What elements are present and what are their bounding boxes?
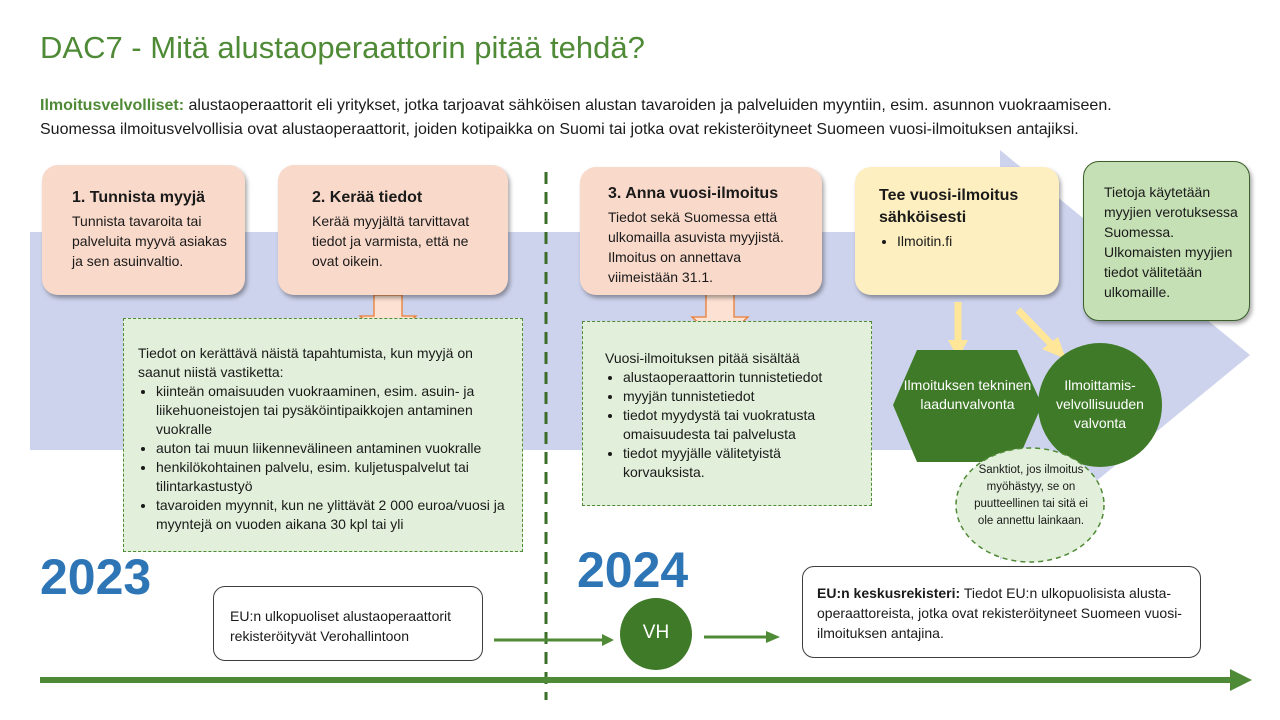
collect-item-4: • tavaroiden myynnit, kun ne ylittävät 2 000 euroa/vuosi ja myyntejä on vuoden aikana 30 kpl tai yli	[156, 496, 510, 534]
step-2-text: Kerää myyjältä tarvittavat tiedot ja varmista, että ne ovat oikein.	[312, 213, 470, 269]
obligation-control-label: Ilmoittamis-velvollisuuden valvonta	[1056, 377, 1144, 431]
report-intro: Vuosi-ilmoituksen pitää sisältää	[605, 350, 800, 366]
year-2024: 2024	[577, 542, 689, 598]
step-1-title: 1. Tunnista myyjä	[72, 189, 206, 206]
arrow-to-vh-head	[602, 634, 614, 646]
intro-text	[40, 94, 1250, 142]
electronic-report-box	[855, 167, 1059, 295]
vh-label: VH	[642, 622, 670, 643]
intro-line-1: alustaoperaattorit eli yritykset, jotka tarjoavat sähköisen alustan tavaroiden ja palveluiden myyntiin, esim. asunnon vuokraamiseen.	[184, 97, 1112, 114]
step-3-text: Tiedot sekä Suomessa että ulkomailla asuvista myyjistä. Ilmoitus on annettava viimeistään 31.1.	[608, 209, 784, 285]
step-2-title: 2. Kerää tiedot	[312, 189, 423, 206]
collect-intro: Tiedot on kerättävä näistä tapahtumista, kun myyjä on saanut niistä vastiketta:	[138, 345, 473, 380]
collect-item-3: • henkilökohtainen palvelu, esim. kuljetuspalvelut tai tilintarkastustyö	[156, 458, 510, 496]
electronic-report-bullet: • Ilmoitin.fi	[897, 231, 1047, 251]
timeline-arrowhead	[1230, 669, 1252, 691]
collect-info-box	[123, 318, 523, 552]
sanctions-text: Sanktiot, jos ilmoitus myöhästyy, se on puutteellinen tai sitä ei ole annettu lainkaan.	[974, 464, 1088, 527]
step-2-box	[278, 165, 508, 295]
step-1-box	[42, 165, 245, 295]
register-box	[213, 586, 483, 661]
electronic-report-title: Tee vuosi-ilmoitus sähköisesti	[879, 187, 1019, 226]
page-title: DAC7 - Mitä alustaoperaattorin pitää tehdä?	[40, 30, 645, 65]
central-register-box	[802, 566, 1201, 658]
register-text: EU:n ulkopuoliset alustaoperaattorit rekisteröityvät Verohallintoon	[230, 608, 452, 644]
quality-control-label: Ilmoituksen tekninen laadunvalvonta	[903, 377, 1032, 412]
report-item-2: • myyjän tunnistetiedot	[623, 387, 861, 406]
central-register-label: EU:n keskusrekisteri:	[817, 585, 961, 601]
collect-item-1: • kiinteän omaisuuden vuokraaminen, esim. asuin- ja liikehuoneistojen tai pysäköintipaikkojen antaminen vuokralle	[156, 382, 510, 439]
arrow-from-vh-head	[766, 631, 780, 643]
data-usage-text: Tietoja käytetään myyjien verotuksessa Suomessa. Ulkomaisten myyjien tiedot välitetään ulkomaille.	[1104, 184, 1238, 300]
report-item-3: • tiedot myydystä tai vuokratusta omaisuudesta tai palvelusta	[623, 406, 861, 444]
report-content-box	[582, 321, 872, 506]
collect-item-2: • auton tai muun liikennevälineen antaminen vuokralle	[156, 439, 510, 458]
intro-line-2: Suomessa ilmoitusvelvollisia ovat alustaoperaattorit, joiden kotipaikka on Suomi tai jotka ovat rekisteröityneet Suomeen vuosi-ilmoituksen antajiksi.	[40, 121, 1079, 138]
report-item-1: • alustaoperaattorin tunnistetiedot	[623, 368, 861, 387]
step-3-box	[580, 167, 822, 295]
central-register-text: Tiedot EU:n ulkopuolisista alusta-operaattoreista, jotka ovat rekisteröityneet Suomeen vuosi-ilmoituksen antajina.	[817, 585, 1182, 641]
data-usage-box	[1083, 161, 1250, 321]
step-1-text: Tunnista tavaroita tai palveluita myyvä asiakas ja sen asuinvaltio.	[72, 213, 227, 269]
intro-label: Ilmoitusvelvolliset:	[40, 97, 185, 114]
step-3-title: 3. Anna vuosi-ilmoitus	[608, 185, 779, 202]
report-item-4: • tiedot myyjälle välitetyistä korvauksista.	[623, 444, 861, 482]
year-2023: 2023	[40, 549, 152, 605]
